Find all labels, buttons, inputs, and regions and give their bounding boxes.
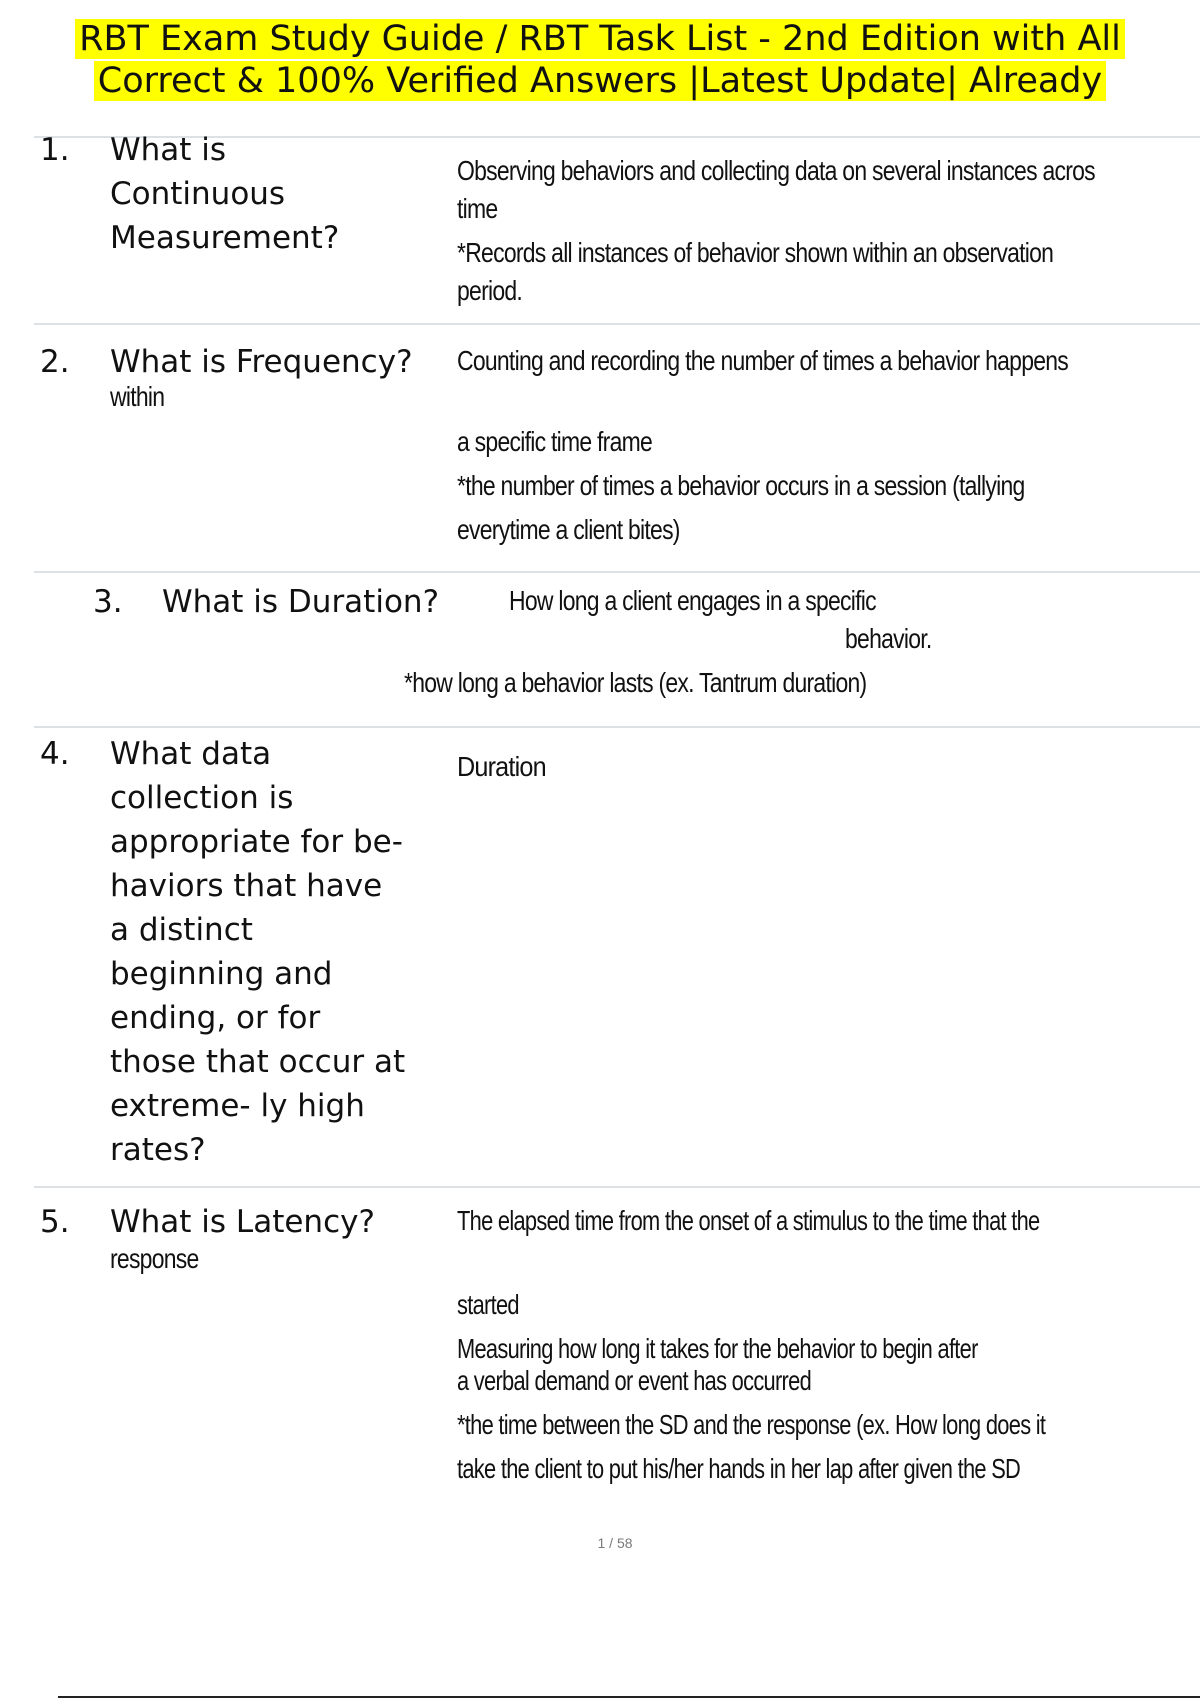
item-4-number: 4. — [40, 736, 70, 772]
answer-line: a verbal demand or event has occurred — [457, 1365, 812, 1396]
divider — [34, 571, 1200, 573]
item-3-answer-note — [404, 664, 866, 702]
item-4-answer — [457, 748, 546, 786]
item-5-question: What is Latency? — [110, 1204, 375, 1240]
answer-line: Observing behaviors and collecting data on several instances acros — [457, 155, 1095, 186]
answer-line: period. — [457, 275, 523, 306]
answer-line: *the time between the SD and the response (ex. How long does it — [457, 1409, 1046, 1440]
page-bottom-rule — [58, 1696, 1200, 1698]
question-line: appropriate for be- — [110, 824, 403, 860]
document-title — [0, 18, 1200, 102]
answer-line: take the client to put his/her hands in her lap after given the SD — [457, 1453, 1021, 1484]
question-line: What is — [110, 132, 227, 168]
answer-line: a specific time frame — [457, 426, 653, 457]
answer-line: everytime a client bites) — [457, 514, 680, 545]
item-3-number: 3. — [93, 584, 123, 620]
item-2-answer — [457, 342, 1068, 549]
answer-line: Duration — [457, 751, 546, 782]
title-line-1: RBT Exam Study Guide / RBT Task List - 2nd Edition with All — [75, 19, 1125, 59]
question-line: haviors that have — [110, 868, 383, 904]
answer-line: How long a client engages in a specific — [509, 585, 876, 616]
item-5-question-overflow: response — [110, 1243, 199, 1274]
item-3-question: What is Duration? — [162, 584, 440, 620]
question-line: collection is — [110, 780, 294, 816]
item-1-answer — [457, 152, 1095, 310]
item-1-number: 1. — [40, 132, 70, 168]
question-line: ending, or for — [110, 1000, 321, 1036]
question-line: Measurement? — [110, 220, 340, 256]
answer-line: started — [457, 1289, 519, 1320]
item-3-answer-cont — [845, 620, 932, 658]
divider — [34, 323, 1200, 325]
answer-line: *the number of times a behavior occurs in a session (tallying — [457, 470, 1025, 501]
divider — [34, 726, 1200, 728]
page-number: 1 / 58 — [597, 1535, 633, 1551]
divider — [34, 1186, 1200, 1188]
answer-line: Counting and recording the number of times a behavior happens — [457, 345, 1069, 376]
item-1-question — [110, 128, 339, 260]
question-line: beginning and — [110, 956, 333, 992]
title-line-2: Correct & 100% Verified Answers |Latest Update| Already — [94, 61, 1107, 101]
question-line: rates? — [110, 1132, 206, 1168]
item-2-question-overflow: within — [110, 381, 165, 412]
item-4-question — [110, 732, 405, 1172]
question-line: a distinct — [110, 912, 253, 948]
question-line: What data — [110, 736, 272, 772]
answer-line: time — [457, 193, 498, 224]
item-2-number: 2. — [40, 344, 70, 380]
answer-line: behavior. — [845, 623, 932, 654]
item-5-number: 5. — [40, 1204, 70, 1240]
item-3-answer — [509, 582, 876, 620]
question-line: those that occur at — [110, 1044, 406, 1080]
item-5-answer — [457, 1202, 1045, 1488]
question-line: extreme- ly high — [110, 1088, 365, 1124]
question-line: Continuous — [110, 176, 286, 212]
answer-line: *Records all instances of behavior shown within an observation — [457, 237, 1054, 268]
answer-line: Measuring how long it takes for the behavior to begin after — [457, 1333, 978, 1364]
answer-line: The elapsed time from the onset of a stimulus to the time that the — [457, 1205, 1040, 1236]
item-2-question: What is Frequency? — [110, 344, 413, 380]
answer-line: *how long a behavior lasts (ex. Tantrum duration) — [404, 667, 867, 698]
